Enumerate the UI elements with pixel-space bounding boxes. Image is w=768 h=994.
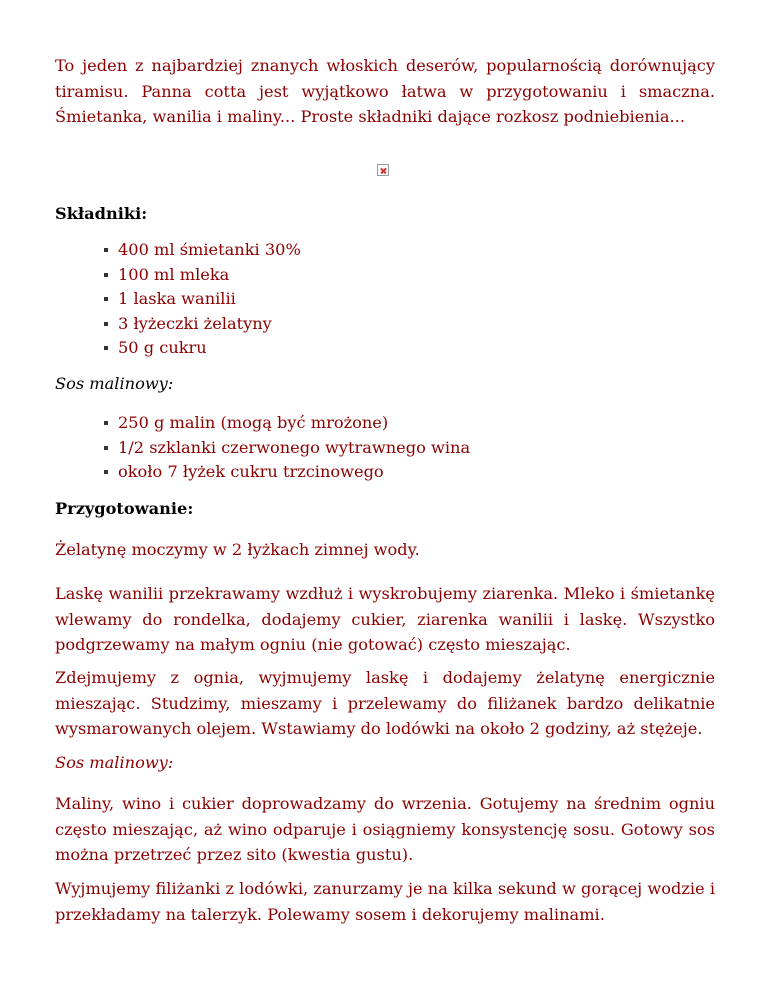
intro-paragraph: To jeden z najbardziej znanych włoskich deserów, popularnością dorównujący tiramisu. Panna cotta jest wyjątkowo łatwa w przygotowaniu i smaczna. Śmietanka, wanilia i maliny... Proste składniki dające rozkosz podniebienia...: [55, 56, 715, 126]
bullet-icon: [104, 421, 108, 425]
preparation-heading: Przygotowanie:: [55, 499, 194, 518]
bullet-icon: [104, 470, 108, 474]
bullet-icon: [104, 322, 108, 326]
list-item: 1 laska wanilii: [104, 287, 301, 312]
preparation-step: Laskę wanilii przekrawamy wzdłuż i wyskrobujemy ziarenka. Mleko i śmietankę wlewamy do rondelka, dodajemy cukier, ziarenka wanilii i laskę. Wszystko podgrzewamy na małym ogniu (nie gotować) często mieszając.: [55, 584, 715, 654]
bullet-icon: [104, 346, 108, 350]
list-item: 100 ml mleka: [104, 263, 301, 288]
list-item: 3 łyżeczki żelatyny: [104, 312, 301, 337]
bullet-icon: [104, 248, 108, 252]
list-item: 250 g malin (mogą być mrożone): [104, 411, 470, 436]
sauce-ingredients-heading: Sos malinowy:: [55, 374, 174, 393]
sauce-ingredients-list: [104, 411, 470, 485]
bullet-icon: [104, 446, 108, 450]
bullet-icon: [104, 273, 108, 277]
broken-image-icon: [377, 164, 389, 176]
sauce-preparation-heading: Sos malinowy:: [55, 753, 174, 772]
preparation-step: Zdejmujemy z ognia, wyjmujemy laskę i dodajemy żelatynę energicznie mieszając. Studzimy, mieszamy i przelewamy do filiżanek bardzo delikatnie wysmarowanych olejem. Wstawiamy do lodówki na około 2 godziny, aż stężeje.: [55, 668, 715, 738]
list-item: 400 ml śmietanki 30%: [104, 238, 301, 263]
bullet-icon: [104, 297, 108, 301]
ingredients-list: [104, 238, 301, 361]
list-item: 1/2 szklanki czerwonego wytrawnego wina: [104, 436, 470, 461]
list-item: około 7 łyżek cukru trzcinowego: [104, 460, 470, 485]
preparation-step: Żelatynę moczymy w 2 łyżkach zimnej wody.: [55, 540, 420, 559]
sauce-preparation-step: Wyjmujemy filiżanki z lodówki, zanurzamy je na kilka sekund w gorącej wodzie i przekładamy na talerzyk. Polewamy sosem i dekorujemy malinami.: [55, 879, 715, 924]
ingredients-heading: Składniki:: [55, 204, 148, 223]
sauce-preparation-step: Maliny, wino i cukier doprowadzamy do wrzenia. Gotujemy na średnim ogniu często mieszając, aż wino odparuje i osiągniemy konsystencję sosu. Gotowy sos można przetrzeć przez sito (kwestia gustu).: [55, 794, 715, 864]
list-item: 50 g cukru: [104, 336, 301, 361]
